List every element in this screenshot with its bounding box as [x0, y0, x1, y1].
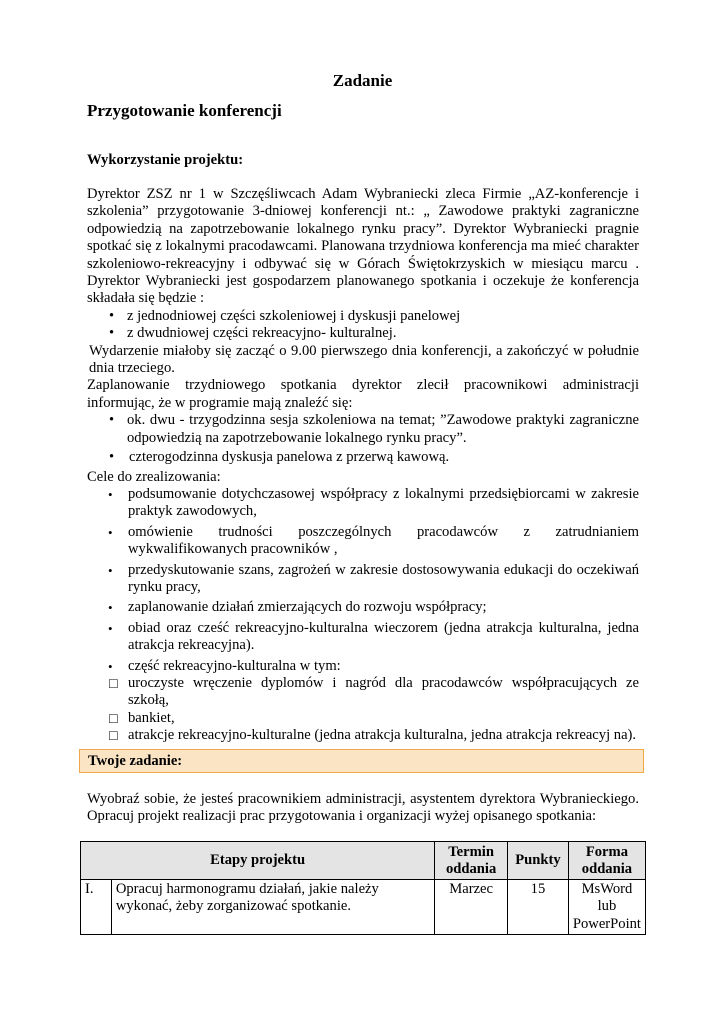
list-item: • ok. dwu - trzygodzinna sesja szkoleniowa na temat; ”Zawodowe praktyki zagraniczne odpowiedzią na zapotrzebowanie lokalnego rynku pracy”. [109, 412, 639, 446]
goals-list [87, 486, 639, 745]
bullet-icon: • [109, 325, 115, 342]
list-item: • przedyskutowanie szans, zagrożeń w zakresie dostosowywania edukacji do oczekiwań rynku pracy, [108, 561, 639, 595]
list-item: • omówienie trudności poszczególnych pracodawców z zatrudnianiem wykwalifikowanych pracowników , [108, 523, 639, 558]
header-form: Forma oddania [568, 842, 645, 880]
list-item: • z jednodniowej części szkoleniowej i dyskusji panelowej [109, 307, 461, 324]
task-heading: Twoje zadanie: [79, 749, 644, 773]
list-item: • część rekreacyjno-kulturalna w tym: [108, 657, 341, 674]
bullet-icon: • [108, 620, 113, 636]
list-item: • z dwudniowej części rekreacyjno- kulturalnej. [109, 325, 397, 342]
task-description: Wyobraź sobie, że jesteś pracownikiem administracji, asystentem dyrektora Wybranieckiego. Opracuj projekt realizacji prac przygotowania i organizacji wyżej opisanego spotkania: [87, 791, 639, 825]
project-stages-table [80, 841, 646, 935]
table-row [81, 880, 646, 935]
section-heading-project-use: Wykorzystanie projektu: [87, 152, 244, 168]
conference-parts-list [87, 308, 639, 343]
bullet-icon: • [109, 449, 115, 466]
list-item: • zaplanowanie działań zmierzających do rozwoju współpracy; [108, 599, 487, 616]
bullet-icon: • [109, 412, 115, 429]
document-title: Zadanie [332, 71, 393, 90]
list-item: • podsumowanie dotychczasowej współpracy z lokalnymi przedsiębiorcami w zakresie praktyk zawodowych, [108, 485, 639, 520]
intro-paragraph: Dyrektor ZSZ nr 1 w Szczęśliwcach Adam Wybraniecki zleca Firmie „AZ-konferencje i szkolenia” przygotowanie 3-dniowej konferencji nt.: „ Zawodowe praktyki zagraniczne odpowiedzią na zapotrzebowanie lokalnego rynku pracy”. Dyrektor Wybraniecki pragnie spotkać się z lokalnymi pracodawcami. Planowana trzydniowa konferencja ma mieć charakter szkoleniowo-rekreacyjny i odbywać się w Górach Świętokrzyskich w miesiącu marcu . Dyrektor Wybraniecki jest gospodarzem planowanego spotkania i oczekuje że konferencja składała się będzie : [87, 186, 639, 307]
checkbox-icon: ☐ [108, 711, 119, 726]
row-stage: Opracuj harmonogramu działań, jakie należy wykonać, żeby zorganizować spotkanie. [111, 880, 434, 935]
document-subtitle: Przygotowanie konferencji [87, 101, 282, 120]
row-form: MsWord lub PowerPoint [568, 880, 645, 935]
bullet-icon: • [108, 486, 113, 502]
list-item: ☐ bankiet, [87, 710, 639, 727]
timing-paragraph: Wydarzenie miałoby się zacząć o 9.00 pierwszego dnia konferencji, a zakończyć w południe dnia trzeciego. [89, 342, 639, 377]
bullet-icon: • [108, 562, 113, 578]
row-points: 15 [508, 880, 569, 935]
list-item: ☐ uroczyste wręczenie dyplomów i nagród dla pracodawców współpracujących ze szkołą, [108, 674, 639, 709]
header-deadline: Termin oddania [435, 842, 508, 880]
table-header-row [81, 842, 646, 880]
document-body [87, 186, 639, 745]
program-list [87, 412, 639, 466]
row-deadline: Marzec [435, 880, 508, 935]
bullet-icon: • [108, 524, 113, 540]
header-points: Punkty [508, 842, 569, 880]
goals-heading: Cele do zrealizowania: [87, 468, 221, 485]
planning-paragraph: Zaplanowanie trzydniowego spotkania dyrektor zlecił pracownikowi administracji informując, że w programie mają znaleźć się: [87, 377, 639, 411]
list-item: • obiad oraz cześć rekreacyjno-kulturalna wieczorem (jedna atrakcja kulturalna, jedna atrakcja rekreacyjna). [108, 619, 639, 654]
bullet-icon: • [108, 658, 113, 674]
list-item: ☐ atrakcje rekreacyjno-kulturalne (jedna atrakcja kulturalna, jedna atrakcja rekreacyj na). [87, 727, 639, 744]
bullet-icon: • [109, 307, 115, 324]
checkbox-icon: ☐ [108, 676, 119, 691]
header-stage: Etapy projektu [81, 842, 435, 880]
bullet-icon: • [108, 600, 113, 616]
list-item: • czterogodzinna dyskusja panelowa z przerwą kawową. [109, 449, 450, 466]
row-number: I. [81, 880, 112, 935]
checkbox-icon: ☐ [108, 729, 119, 744]
